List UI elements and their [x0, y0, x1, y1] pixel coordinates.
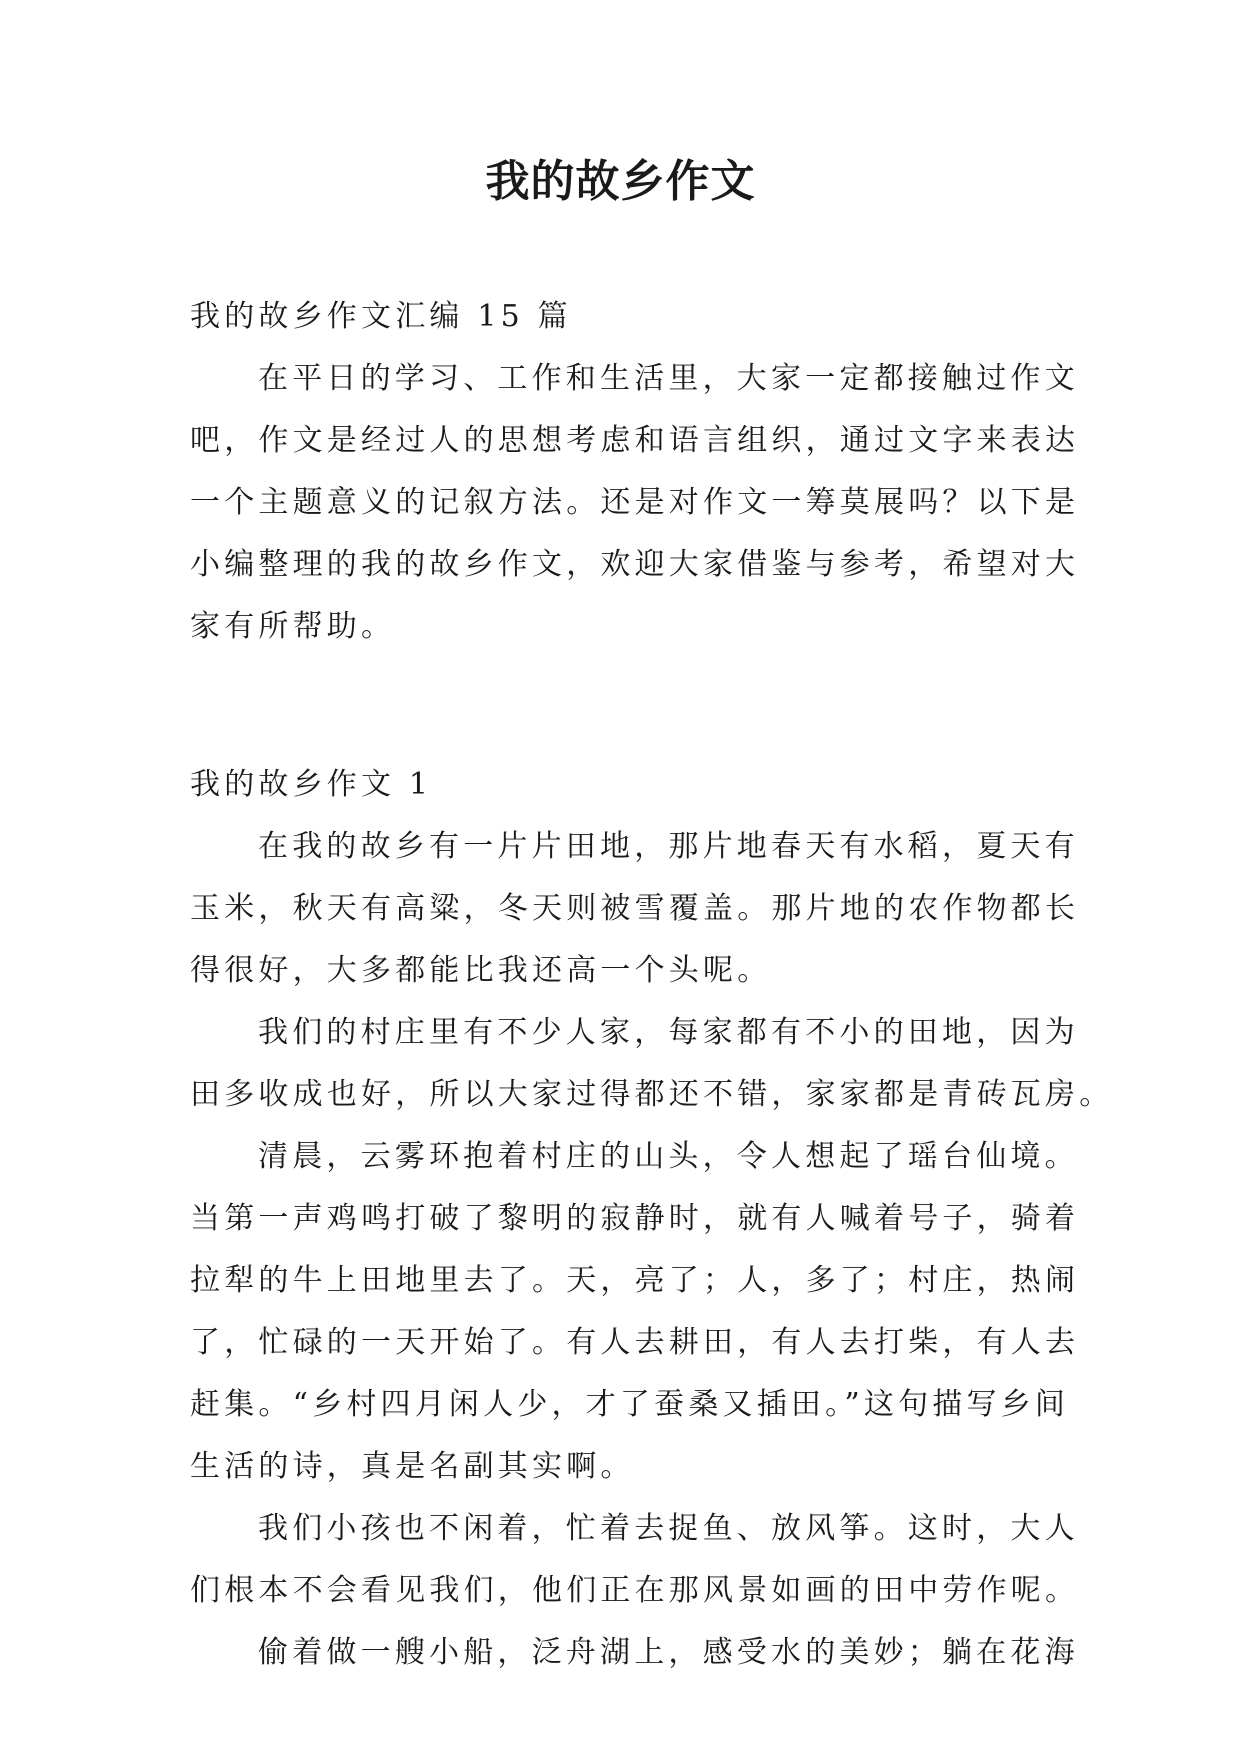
intro-paragraph-line: 小编整理的我的故乡作文，欢迎大家借鉴与参考，希望对大 — [190, 547, 1080, 582]
body-paragraph-line: 得很好，大多都能比我还高一个头呢。 — [190, 953, 772, 988]
body-paragraph-line: 我们小孩也不闲着，忙着去捉鱼、放风筝。这时，大人 — [258, 1511, 1079, 1546]
intro-paragraph-line: 在平日的学习、工作和生活里，大家一定都接触过作文 — [258, 361, 1079, 396]
body-paragraph-line: 田多收成也好，所以大家过得都还不错，家家都是青砖瓦房。 — [190, 1077, 1114, 1112]
section-spacer — [190, 658, 1056, 754]
document-body — [190, 286, 1114, 1684]
intro-paragraph-line: 家有所帮助。 — [190, 609, 396, 644]
body-paragraph-line: 玉米，秋天有高粱，冬天则被雪覆盖。那片地的农作物都长 — [190, 891, 1080, 926]
body-paragraph-line: 当第一声鸡鸣打破了黎明的寂静时，就有人喊着号子，骑着 — [190, 1201, 1080, 1236]
body-paragraph-line: 偷着做一艘小船，泛舟湖上，感受水的美妙；躺在花海 — [258, 1635, 1079, 1670]
body-paragraph-line: 在我的故乡有一片片田地，那片地春天有水稻，夏天有 — [258, 829, 1079, 864]
body-paragraph-line: 清晨，云雾环抱着村庄的山头，令人想起了瑶台仙境。 — [258, 1139, 1079, 1174]
body-paragraph-line: 赶集。“乡村四月闲人少，才了蚕桑又插田。”这句描写乡间 — [190, 1387, 1070, 1422]
document-title: 我的故乡作文 — [485, 156, 756, 207]
body-paragraph-line: 拉犁的牛上田地里去了。天，亮了；人，多了；村庄，热闹 — [190, 1263, 1080, 1298]
intro-paragraph-line: 吧，作文是经过人的思想考虑和语言组织，通过文字来表达 — [190, 423, 1080, 458]
body-paragraph-line: 们根本不会看见我们，他们正在那风景如画的田中劳作呢。 — [190, 1573, 1080, 1608]
collection-subtitle: 我的故乡作文汇编 15 篇 — [190, 299, 572, 334]
body-paragraph-line: 我们的村庄里有不少人家，每家都有不小的田地，因为 — [258, 1015, 1079, 1050]
body-paragraph-line: 生活的诗，真是名副其实啊。 — [190, 1449, 635, 1484]
section-heading: 我的故乡作文 1 — [190, 767, 433, 802]
intro-paragraph-line: 一个主题意义的记叙方法。还是对作文一筹莫展吗？以下是 — [190, 485, 1080, 520]
body-paragraph-line: 了，忙碌的一天开始了。有人去耕田，有人去打柴，有人去 — [190, 1325, 1080, 1360]
